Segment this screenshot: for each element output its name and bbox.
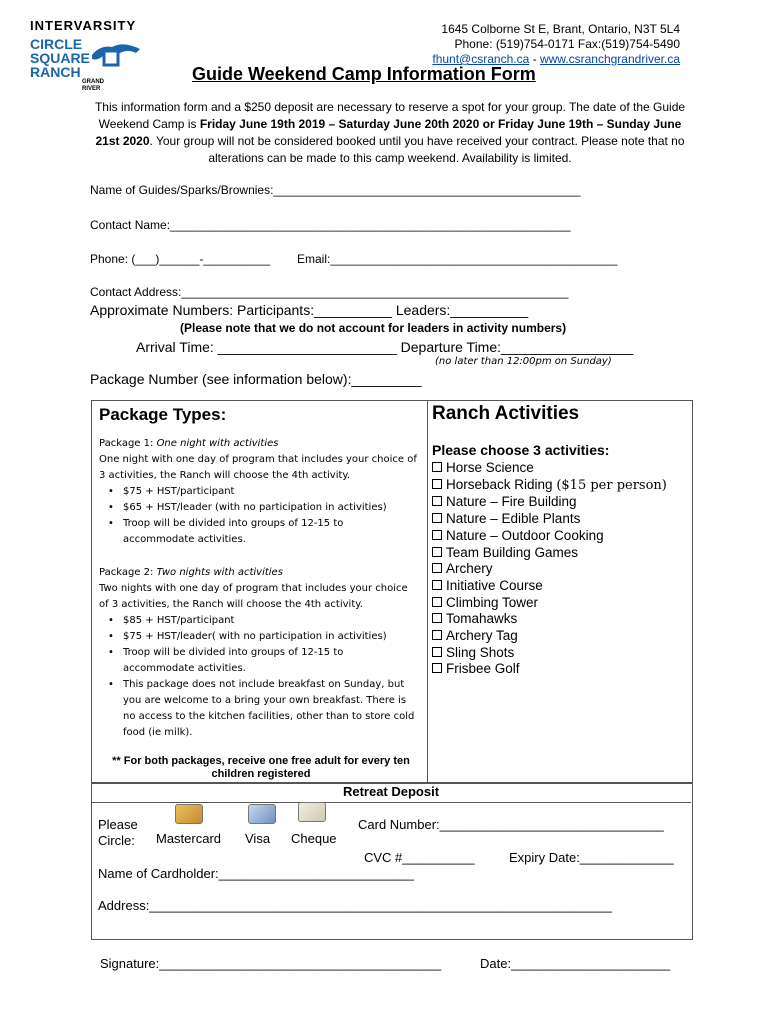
activity-item[interactable]: Horseback Riding ($15 per person) xyxy=(432,477,667,495)
circle-square-ranch-logo xyxy=(30,18,155,98)
header-separator: - xyxy=(529,52,540,66)
package-1-bullet: Troop will be divided into groups of 12-15 to accommodate activities. xyxy=(123,518,344,545)
approximate-numbers-field[interactable]: Approximate Numbers: Participants:__________ Leaders:__________ xyxy=(90,302,529,318)
activity-item[interactable]: Frisbee Golf xyxy=(432,661,667,678)
package-2-desc: Two nights with activities xyxy=(156,567,283,578)
activity-item[interactable]: Archery Tag xyxy=(432,628,667,645)
checkbox-icon[interactable] xyxy=(432,513,442,523)
circle-label: Circle: xyxy=(98,833,135,848)
intro-text-2: . Your group will not be considered booked until you have received your contract. Please note that no alterations can be made to this camp weekend. Availability is limited. xyxy=(149,134,685,165)
header-phone: Phone: (519)754-0171 Fax:(519)754-5490 xyxy=(454,37,680,51)
checkbox-icon[interactable] xyxy=(432,597,442,607)
visa-card-icon xyxy=(248,804,276,824)
form-title: Guide Weekend Camp Information Form xyxy=(192,64,536,84)
checkbox-icon[interactable] xyxy=(432,496,442,506)
choose-activities-label: Please choose 3 activities: xyxy=(432,442,610,458)
checkbox-icon[interactable] xyxy=(432,563,442,573)
logo-river: RIVER xyxy=(82,86,101,92)
box-divider xyxy=(427,400,428,782)
cardholder-name-field[interactable]: Name of Cardholder:___________________________ xyxy=(98,866,414,881)
cheque-icon xyxy=(298,802,326,822)
package-1: Package 1: One night with activities One night with one day of program that includes your choice of 3 activities, the Ranch will choose the 4th activity. • $75 + HST/participant • $65 + HST/leader (with no participation in activities) • Troop will be divided into groups of 12-15 to accommodate activities. xyxy=(99,436,417,548)
phone-field[interactable]: Phone: (___)______-__________ xyxy=(90,252,271,266)
package-2-bullet: This package does not include breakfast on Sunday, but you are welcome to a bring your own breakfast. There is no access to the kitchen facilities, other than to store cold food (ie milk). xyxy=(123,679,415,738)
intro-paragraph xyxy=(90,99,690,167)
cvc-field[interactable]: CVC #__________ xyxy=(364,850,475,865)
package-1-bullet: $75 + HST/participant xyxy=(123,486,235,497)
camp-dates: Friday June 19th 2019 – Saturday June 20th 2020 or Friday June 19th – Sunday June 21st 2020 xyxy=(95,117,682,148)
activity-item[interactable]: Nature – Fire Building xyxy=(432,494,667,511)
package-2-label: Package 2 xyxy=(99,567,150,578)
departure-note: (no later than 12:00pm on Sunday) xyxy=(435,356,612,367)
mastercard-option[interactable]: Mastercard xyxy=(156,831,222,846)
retreat-deposit-title: Retreat Deposit xyxy=(91,782,691,803)
checkbox-icon[interactable] xyxy=(432,530,442,540)
checkbox-icon[interactable] xyxy=(432,663,442,673)
date-field[interactable]: Date:______________________ xyxy=(480,956,671,971)
checkbox-icon[interactable] xyxy=(432,547,442,557)
contact-name-field[interactable]: Contact Name:____________________________________________________________ xyxy=(90,218,571,232)
card-number-field[interactable]: Card Number:_______________________________ xyxy=(358,817,664,832)
activity-item[interactable]: Nature – Outdoor Cooking xyxy=(432,528,667,545)
package-1-desc: One night with activities xyxy=(156,438,279,449)
contact-address-field[interactable]: Contact Address:__________________________________________________________ xyxy=(90,285,569,299)
logo-grand: GRAND xyxy=(82,79,104,85)
website-link[interactable]: www.csranchgrandriver.ca xyxy=(539,52,680,66)
activity-item[interactable]: Team Building Games xyxy=(432,545,667,562)
activity-list xyxy=(432,460,667,678)
checkbox-icon[interactable] xyxy=(432,462,442,472)
checkbox-icon[interactable] xyxy=(432,647,442,657)
email-field[interactable]: Email:___________________________________________ xyxy=(297,252,618,266)
ranch-activities-title: Ranch Activities xyxy=(432,403,580,424)
activity-item[interactable]: Sling Shots xyxy=(432,645,667,662)
names-field[interactable]: Name of Guides/Sparks/Brownies:______________________________________________ xyxy=(90,183,581,197)
package-2: Package 2: Two nights with activities Two nights with one day of program that includes your choice of 3 activities, the Ranch will choose the 4th activity. • $85 + HST/participant • $75 + HST/leader( with no participation in activities) • Troop will be divided into groups of 12-15 to accommodate activities. • This package does not include breakfast on Sunday, but you are welcome to a bring your own breakfast. There is no access to the kitchen facilities, other than to store cold food (ie milk). xyxy=(99,565,417,741)
logo-intervarsity: INTERVARSITY xyxy=(30,18,137,33)
email-link[interactable]: fhunt@csranch.ca xyxy=(432,52,530,66)
please-label: Please xyxy=(98,817,138,832)
riding-extra-cost: ($15 per person) xyxy=(556,477,667,493)
activity-item[interactable]: Tomahawks xyxy=(432,611,667,628)
package-1-bullet: $65 + HST/leader (with no participation in activities) xyxy=(123,502,387,513)
package-types-title: Package Types: xyxy=(99,405,227,424)
free-adult-note: ** For both packages, receive one free adult for every ten children registered xyxy=(112,755,410,780)
checkbox-icon[interactable] xyxy=(432,630,442,640)
logo-line-ranch: RANCH xyxy=(30,64,81,80)
signature-field[interactable]: Signature:_______________________________________ xyxy=(100,956,442,971)
activity-item[interactable]: Horse Science xyxy=(432,460,667,477)
package-2-bullet: Troop will be divided into groups of 12-15 to accommodate activities. xyxy=(123,647,344,674)
intro-text-1: This information form and a $250 deposit are necessary to reserve a spot for your group. The date of the Guide Weekend Camp is xyxy=(94,100,686,131)
checkbox-icon[interactable] xyxy=(432,580,442,590)
package-1-description: One night with one day of program that includes your choice of 3 activities, the Ranch will choose the 4th activity. xyxy=(99,454,417,481)
checkbox-icon[interactable] xyxy=(432,479,442,489)
address-field[interactable]: Address:________________________________________________________________ xyxy=(98,898,613,913)
package-2-description: Two nights with one day of program that includes your choice of 3 activities, the Ranch will choose the 4th activity. xyxy=(99,583,408,610)
leader-note: (Please note that we do not account for leaders in activity numbers) xyxy=(180,321,567,335)
logo-line-square: SQUARE xyxy=(30,50,90,66)
logo-line-circle: CIRCLE xyxy=(30,36,83,52)
expiry-date-field[interactable]: Expiry Date:_____________ xyxy=(509,850,674,865)
visa-option[interactable]: Visa xyxy=(245,831,271,846)
arrival-departure-field[interactable]: Arrival Time: _______________________ Departure Time:_________________ xyxy=(136,339,634,355)
activity-item[interactable]: Initiative Course xyxy=(432,578,667,595)
package-2-bullet: $75 + HST/leader( with no participation in activities) xyxy=(123,631,387,642)
package-1-label: Package 1 xyxy=(99,438,150,449)
package-number-field[interactable]: Package Number (see information below):_________ xyxy=(90,371,422,387)
activity-item[interactable]: Archery xyxy=(432,561,667,578)
cheque-option[interactable]: Cheque xyxy=(291,831,337,846)
activity-item[interactable]: Climbing Tower xyxy=(432,595,667,612)
checkbox-icon[interactable] xyxy=(432,613,442,623)
activity-item[interactable]: Nature – Edible Plants xyxy=(432,511,667,528)
ranch-horse-icon xyxy=(90,37,145,77)
package-2-bullet: $85 + HST/participant xyxy=(123,615,235,626)
mastercard-icon xyxy=(175,804,203,824)
header-address: 1645 Colborne St E, Brant, Ontario, N3T 5L4 xyxy=(441,22,680,36)
